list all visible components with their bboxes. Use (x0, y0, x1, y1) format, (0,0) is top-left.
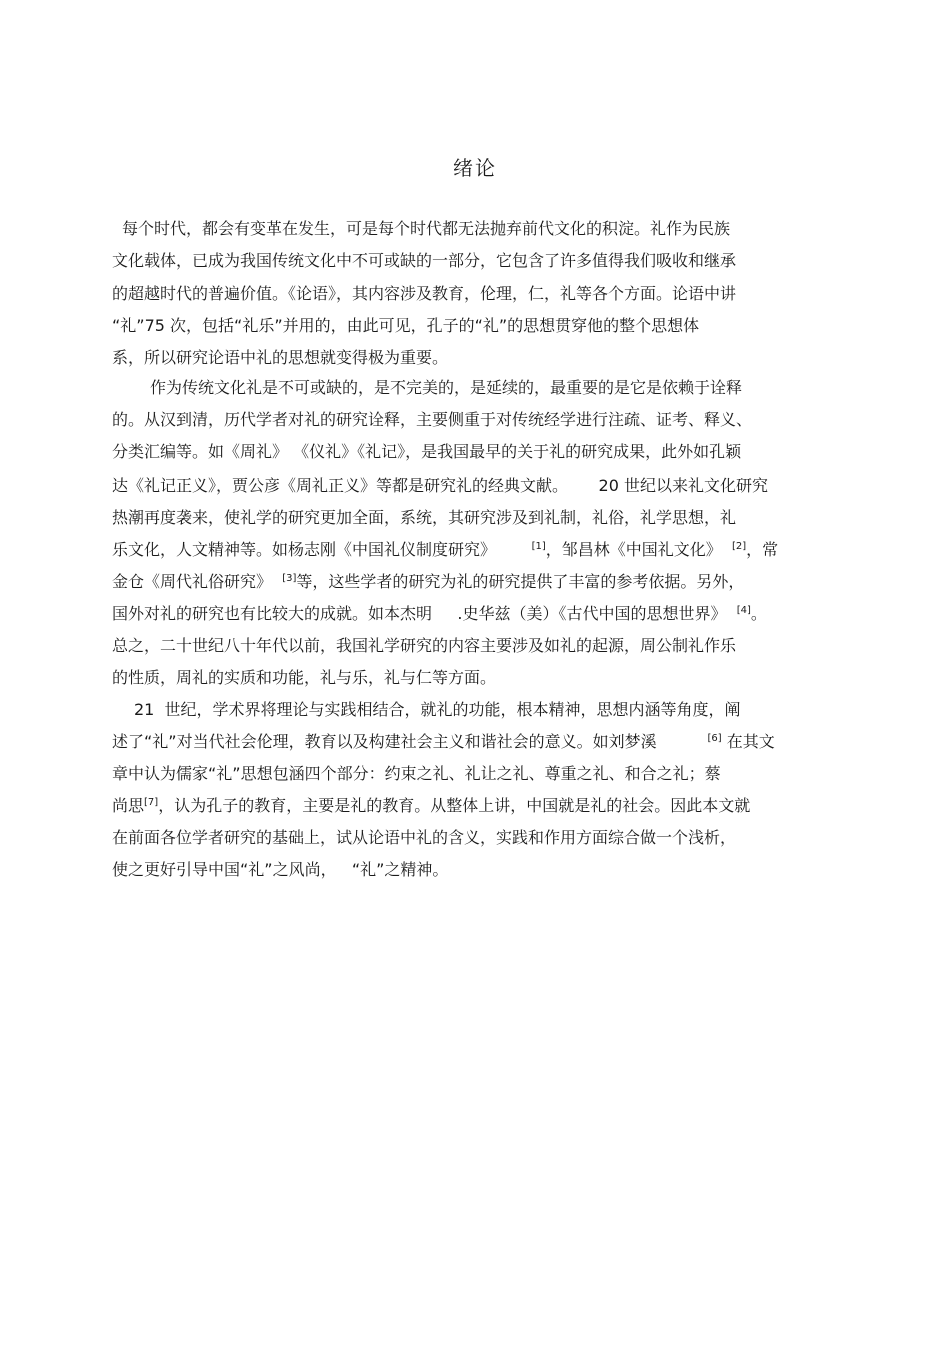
text-line: 述了“礼”对当代社会伦理，教育以及构建社会主义和谐社会的意义。如刘梦溪 [6] 在其文 (112, 732, 775, 751)
text-line: 使之更好引导中国“礼”之风尚， “礼”之精神。 (112, 860, 449, 879)
text-line: 乐文化，人文精神等。如杨志刚《中国礼仪制度研究》 [1]，邹昌林《中国礼文化》 [2]，常 (112, 540, 779, 559)
citation-ref: [1] (531, 541, 546, 552)
text-line: “礼”75 次，包括“礼乐”并用的，由此可见，孔子的“礼”的思想贯穿他的整个思想体 (112, 316, 700, 335)
citation-ref: [2] (731, 541, 747, 552)
text-line: 系，所以研究论语中礼的思想就变得极为重要。 (112, 348, 449, 367)
text-line: 作为传统文化礼是不可或缺的，是不完美的，是延续的，最重要的是它是依赖于诠释 (150, 378, 743, 397)
citation-ref: [6] (707, 733, 722, 744)
text-line: 国外对礼的研究也有比较大的成就。如本杰明 .史华兹（美）《古代中国的思想世界》 [4]。 (112, 604, 767, 623)
text-line: 每个时代，都会有变革在发生，可是每个时代都无法抛弃前代文化的积淀。礼作为民族 (122, 219, 731, 238)
text-line: 文化载体，已成为我国传统文化中不可或缺的一部分，它包含了许多值得我们吸收和继承 (112, 251, 737, 270)
text-line: 章中认为儒家“礼”思想包涵四个部分：约束之礼、礼让之礼、尊重之礼、和合之礼；蔡 (112, 764, 721, 783)
citation-ref: [7] (144, 797, 159, 808)
text-line: 总之，二十世纪八十年代以前，我国礼学研究的内容主要涉及如礼的起源，周公制礼作乐 (112, 636, 737, 655)
text-line: 达《礼记正义》，贾公彦《周礼正义》等都是研究礼的经典文献。 20 世纪以来礼文化研究 (112, 476, 768, 495)
text-line: 的超越时代的普遍价值。《论语》，其内容涉及教育，伦理，仁，礼等各个方面。论语中讲 (112, 284, 737, 303)
text-line: 分类汇编等。如《周礼》 《仪礼》《礼记》，是我国最早的关于礼的研究成果，此外如孔颖 (112, 442, 742, 461)
citation-ref: [4] (736, 605, 751, 616)
text-line: 热潮再度袭来，使礼学的研究更加全面，系统，其研究涉及到礼制，礼俗，礼学思想，礼 (112, 508, 737, 527)
text-line: 在前面各位学者研究的基础上，试从论语中礼的含义，实践和作用方面综合做一个浅析， (112, 828, 737, 847)
text-line: 21 世纪，学术界将理论与实践相结合，就礼的功能，根本精神，思想内涵等角度，阐 (134, 700, 741, 719)
page-title: 绪论 (453, 156, 497, 180)
text-line: 的性质，周礼的实质和功能，礼与乐，礼与仁等方面。 (112, 668, 497, 687)
text-line: 金仓《周代礼俗研究》 [3]等，这些学者的研究为礼的研究提供了丰富的参考依据。另外， (112, 572, 745, 591)
citation-ref: [3] (282, 573, 297, 584)
text-line: 的。从汉到清，历代学者对礼的研究诠释，主要侧重于对传统经学进行注疏、证考、释义、 (112, 410, 753, 429)
text-line: 尚思[7]，认为孔子的教育，主要是礼的教育。从整体上讲，中国就是礼的社会。因此本文就 (112, 796, 751, 815)
